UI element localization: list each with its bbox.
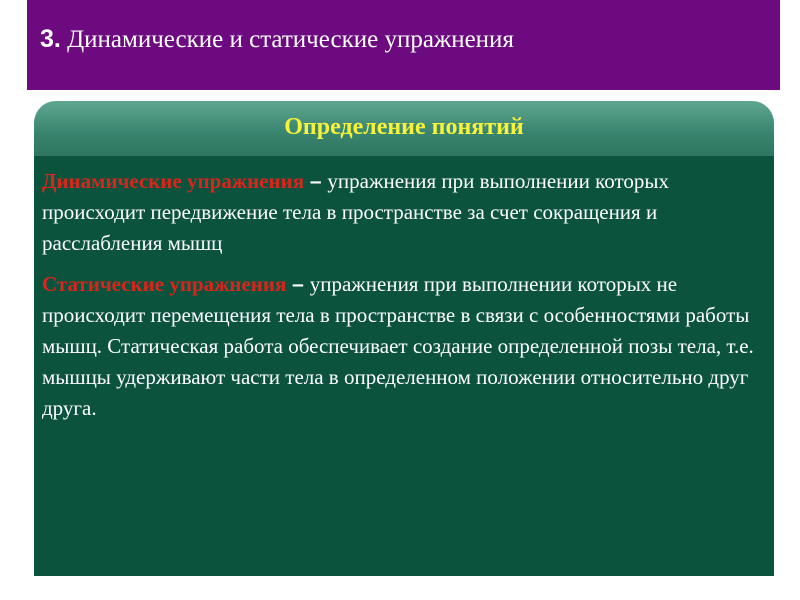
section-title: Динамические и статические упражнения xyxy=(60,26,514,53)
section-number: 3. xyxy=(40,25,61,53)
definition-static xyxy=(42,269,762,424)
definition-text-dynamic: упражнения при выполнении которых происходит передвижение тела в пространстве за счет сокращения и расслабления мышц xyxy=(42,169,670,255)
card-title: Определение понятий xyxy=(284,114,524,140)
definition-text-static: упражнения при выполнении которых не происходит перемещения тела в пространстве в связи с особенностями работы мышц. Статическая работа обеспечивает создание определенной позы тела, т.е. мышцы удерживают части тела в определенном положении относительно друг друга. xyxy=(42,272,754,420)
term-dash: – xyxy=(304,170,328,193)
term-dash: – xyxy=(286,273,310,296)
card-body xyxy=(34,156,774,576)
slide-title xyxy=(40,25,514,54)
header-bar xyxy=(27,0,780,90)
card-header xyxy=(34,101,774,156)
definitions-card xyxy=(34,101,774,576)
term-dynamic: Динамические упражнения xyxy=(42,169,305,193)
definition-dynamic xyxy=(42,166,762,259)
term-static: Статические упражнения xyxy=(42,272,287,296)
